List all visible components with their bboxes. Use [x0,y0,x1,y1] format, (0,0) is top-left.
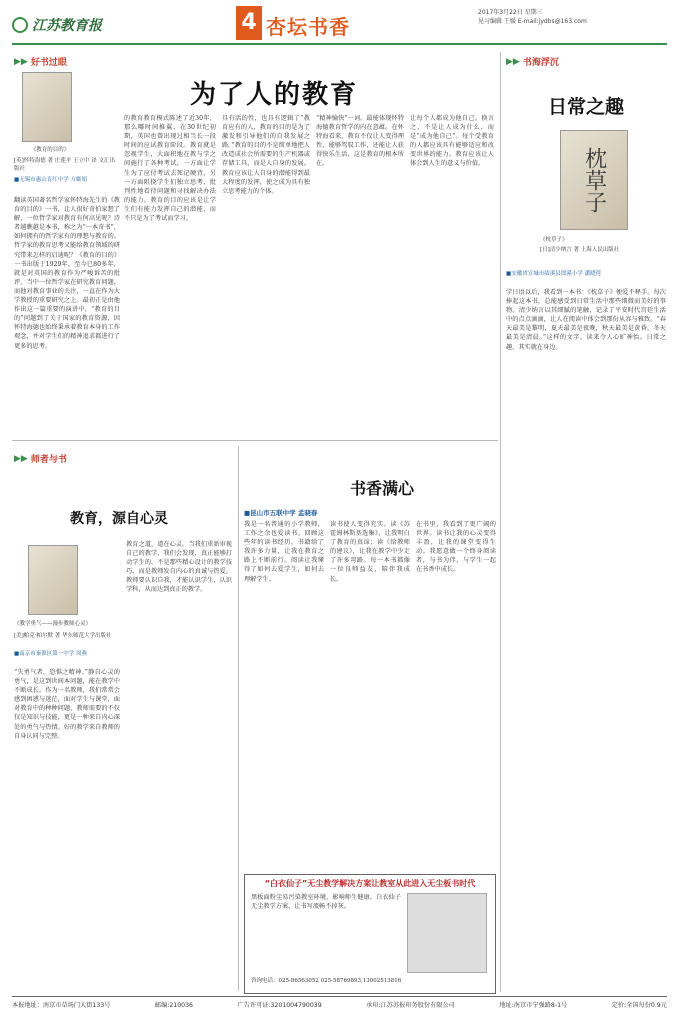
book-cover-courage-to-teach [28,545,78,615]
reviewer: ■无锡市惠山育红中学 方姬娟 [14,177,87,183]
bottom-middle-col-3: 在书里，我看到了更广阔的世界。读书让我的心灵变得丰盈，让我的课堂变得生动。我愿意做一个终身阅读者，与书为伴，与学生一起在书香中成长。 [416,521,496,574]
main-col-1: 的教育教育模式陈述了近30年，那么哪时间推翼，在30世纪初期，英国也曾出现过相当长一段时间的应试教育阶段。教育就是忽视学生，大面积地在教与学之间施行了各种考试，一方面让学生为了应付考试去死记硬背，另一方面阻挠学生们独立思考、批判性地看待问题和寻找解决办法的能力。教育的目的应该是让学生们有能力发挥自己的潜能，而不只是为了考试而学习。 [124,115,216,223]
footer-pricing: 定价:全国每份0.9元 [611,1002,667,1009]
bottom-left-headline: 教育，源自心灵 [70,511,168,527]
section-divider [12,440,498,441]
ad-contact: 咨询电话：025-86563052 025-58769893,13002513816 [251,978,402,984]
header-rule [12,43,667,45]
editor-text: 见习编辑 王媛 E-mail:jydbs@163.com [478,18,587,25]
ad-body: 黑板面粉尘易污染教室环境，影响师生健康。白衣仙子无尘教学方案，让书写流畅不掉灰。 [251,894,401,911]
book-title: 《教育的目的》 [30,147,70,153]
book-title: 《枕草子》 [540,237,568,243]
footer-address: 本报地址：南京市草场门大街133号 [12,1002,111,1009]
main-col-4: 让每个人都成为他自己。换言之，不是让人成为什么，而是“成为他自己”。每个受教育的人都应该具有能够适应和改变世界的能力。教育应该让人体会到人生的意义与价值。 [410,115,494,168]
main-headline: 为了人的教育 [190,80,359,110]
book-info: [美]帕克·帕尔默 著 华东师范大学出版社 [14,633,112,639]
footer-printer: 承印:江苏苏报印务股份有限公司 [366,1002,455,1009]
footer-ad-license: 广告许可证:3201004790039 [237,1002,322,1009]
reviewer: ■安徽省宣城市绩溪县郎溪小学 潘晓莲 [506,271,601,277]
book-info: [英]怀特海德 著 庄莲平 王立中 译 文汇出版社 [14,158,116,172]
book-info: [日]清少纳言 著 上海人民出版社 [540,247,620,253]
chevron-icon: ▶▶ [14,453,28,464]
footer-print-address: 地址:南京市宁强路8-1号 [499,1002,568,1009]
book-cover-pillow-book [560,130,628,230]
page-number: 4 [236,6,262,40]
tag-label: 好书过眼 [30,58,67,68]
column-divider [238,446,239,991]
cover-title: 枕草子 [581,147,607,213]
date-text: 2017年3月22日 星期三 [478,9,543,16]
bottom-middle-headline: 书香满心 [350,479,415,498]
paper-name: 江苏教育报 [32,18,102,34]
tag-good-books [14,55,67,68]
chevron-icon: ▶▶ [506,56,520,67]
tag-label: 师者与书 [30,455,67,465]
chevron-icon: ▶▶ [14,56,28,67]
section-title: 杏坛书香 [266,15,350,39]
tag-label: 书海浮沉 [522,58,559,68]
footer-postcode: 邮编:210036 [154,1002,193,1009]
ad-image [407,893,487,973]
reviewer: ■南京市秦淮区第一中学 周燕 [14,651,87,657]
article-body: 翻读英国著名哲学家怀特海先生的《教育的目的》一书，让人很好奇伯家想了解，一位哲学家对教育有何高见呢？诗者越瞧越是本书，称之为“一本奇书”，如何拥有的哲学家有的理想与教育的。哲学家的教育思考又能给教育领域的研究带来怎样的启迪呢？《教育的目的》一书出版于1929年，至今已80多年，就是对英国的教育作为严峻诉苦的批评。当中一位哲学家在研究教育问题，而他对教育事业的关注，一直在作为大学教授的重要研究之上。最初正是由他作出这一篇重要的演讲中，“教育的目的”问题到了关于国家的教育资源，因怀特海德也始终秉承着教育本身的工作观念，并对学生们的精神追求都进行了更多的思考。 [14,197,120,350]
advertisement [244,874,496,994]
tag-teacher-books [14,452,67,465]
ad-title: “白衣仙子”无尘教学解决方案让教室从此进入无尘板书时代 [264,879,476,888]
logo-icon [12,17,28,33]
reviewer: ■昆山市五联中学 孟晓春 [244,509,318,517]
dateline [478,8,587,26]
newspaper-logo [12,14,112,36]
right-body: 学日语以后，我看到一本书：《枕草子》便爱不释手。每次捧起这本书，总能感受到日常生活中那些细微而美好的事物。清少纳言以其细腻的笔触，记录了平安时代宫廷生活中的点点滴滴，让人在阅读中体会到那份从容与雅致。“春天最美是黎明，夏天最美是夜晚，秋天最美是黄昏，冬天最美是清晨。”这样的文字，读来令人心旷神怡。日常之趣，其实就在身边。 [506,289,666,351]
bottom-middle-col-2: 读书使人变得充实。读《苏霍姆林斯基选集》，让我明白了教育的真谛；读《给教师的建议》，让我在教学中少走了许多弯路。每一本书都像一位良师益友，陪伴我成长。 [330,521,410,583]
column-divider [500,52,501,992]
bottom-middle-col-1: 我是一名普通的小学教师，工作之余也爱读书。回顾这些年的读书经历，书籍给了我许多力量，让我在教育之路上不断前行。阅读让我懂得了如何去爱学生，如何去理解学生。 [244,521,324,583]
book-cover-education-aims [22,72,72,142]
main-col-2: 具有活的性，也具有逻辑了“教育应有的人，教育的目的是为了激发和引导他们的自我发展之路。”教育的目的不是简单地把人改造成社会所需要的生产机器或存储工具，而是人自身的发展。教育应该让人自身的潜能得到最大程度的发挥，使之成为具有独立思考能力的个体。 [222,115,310,195]
main-col-3: “精神愉快”一词。最能体现怀特海德教育哲学的内在意蕴。在怀特海看来，教育不仅让人变得理性，能够驾驭工作，还能让人获得快乐生活，这是教育的根本所在。 [316,115,404,168]
footer [12,1000,667,1009]
bottom-left-col-2: 教育之道，道在心灵。当我们重新审视自己的教学，我们会发现，真正能够打动学生的，不是那些精心设计的教学技巧，而是教师发自内心的真诚与热爱。教师要认识自我，才能认识学生，认识学科，从而达到真正的教学。 [126,541,232,594]
tag-book-sea [506,55,559,68]
bottom-left-body: “失勇气者，恐惧之精神。”静自心灵的勇气，是这到世间本问题，能在教学中不断成长。作为一名教师，我们常常会感到困惑与迷茫，面对学生与课堂，面对教育中的种种问题，教师需要的不仅仅是知识与技能，更是一种来自内心深处的勇气与热情。好的教学来自教师的自身认同与完整。 [14,669,120,740]
book-title: 《教学勇气——漫步教师心灵》 [14,621,92,627]
right-headline: 日常之趣 [548,96,625,118]
footer-rule [12,996,667,997]
